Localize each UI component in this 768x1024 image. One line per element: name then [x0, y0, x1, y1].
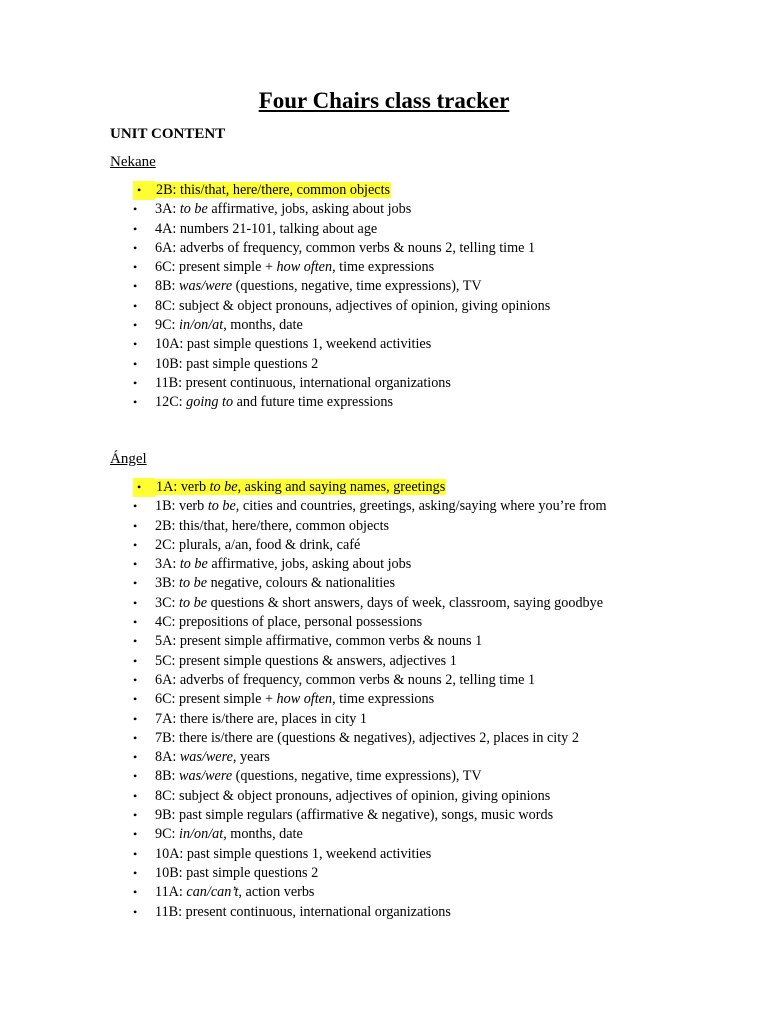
italic-term: to be	[209, 479, 238, 495]
unit-list-item	[110, 845, 607, 864]
text-run: 10B: past simple questions 2	[155, 864, 319, 881]
text-run: 6C: present simple +	[155, 259, 277, 276]
item-text	[155, 768, 482, 784]
item-text	[155, 317, 303, 333]
text-run: 11A:	[155, 884, 187, 901]
bullet-icon: •	[133, 846, 138, 861]
text-run: 4C: prepositions of place, personal possessions	[155, 614, 423, 631]
text-run: 9C:	[155, 317, 180, 334]
bullet-icon: •	[133, 711, 138, 726]
unit-list-item	[110, 517, 607, 536]
item-text	[155, 259, 434, 275]
unit-list-item	[110, 374, 550, 393]
text-run: , time expressions	[332, 259, 435, 276]
item-text	[155, 884, 314, 900]
unit-list-item	[110, 787, 607, 806]
italic-term: was/were	[179, 749, 233, 766]
unit-list-item	[110, 574, 607, 593]
bullet-icon: •	[133, 672, 138, 687]
bullet-icon: •	[133, 827, 138, 842]
unit-list-item	[110, 825, 607, 844]
item-text	[155, 518, 389, 534]
text-run: 6A: adverbs of frequency, common verbs & nouns 2, telling time 1	[155, 671, 536, 688]
item-text	[155, 298, 550, 314]
bullet-icon: •	[133, 788, 138, 803]
unit-list-item	[110, 903, 607, 922]
document-title: Four Chairs class tracker	[258, 88, 510, 113]
italic-term: how often	[276, 691, 333, 708]
highlighted-item-text	[155, 479, 446, 495]
item-text	[155, 749, 270, 765]
unit-list-item	[110, 555, 607, 574]
text-run: 10A: past simple questions 1, weekend activities	[155, 336, 432, 353]
italic-term: to be	[179, 575, 208, 592]
unit-list-item	[110, 806, 607, 825]
text-run: affirmative, jobs, asking about jobs	[207, 201, 412, 218]
bullet-icon: •	[133, 615, 138, 630]
bullet-icon: •	[133, 730, 138, 745]
unit-list-item	[110, 729, 607, 748]
text-run: 11B: present continuous, international organizations	[155, 903, 451, 920]
unit-content-heading: UNIT CONTENT	[110, 126, 226, 142]
text-run: 6C: present simple +	[155, 691, 277, 708]
text-run: 2B: this/that, here/there, common objects	[155, 517, 390, 534]
italic-term: was/were	[179, 768, 233, 785]
bullet-icon: •	[133, 298, 138, 313]
item-text	[155, 240, 535, 256]
unit-list-item	[110, 864, 607, 883]
unit-list-item	[110, 632, 607, 651]
text-run: affirmative, jobs, asking about jobs	[207, 556, 412, 573]
text-run: , cities and countries, greetings, asking/saying where you’re from	[235, 498, 607, 515]
item-text	[155, 375, 451, 391]
unit-list-item	[110, 200, 550, 219]
text-run: 8B:	[155, 278, 180, 295]
bullet-icon: •	[133, 478, 155, 497]
item-text	[155, 653, 457, 669]
unit-list-item	[110, 536, 607, 555]
italic-term: can/can’t	[186, 884, 239, 901]
italic-term: to be	[179, 201, 208, 218]
item-text	[155, 556, 411, 572]
text-run: and future time expressions	[233, 394, 394, 411]
text-run: 12C:	[155, 394, 187, 411]
unit-list-item	[110, 478, 607, 497]
bullet-icon: •	[133, 181, 155, 200]
text-run: 3C:	[155, 594, 180, 611]
item-text	[155, 394, 393, 410]
unit-list-angel	[110, 478, 607, 922]
item-text	[155, 201, 411, 217]
item-text	[155, 788, 550, 804]
text-run: 7B: there is/there are (questions & negatives), adjectives 2, places in city 2	[155, 729, 579, 746]
unit-list-item	[110, 335, 550, 354]
unit-list-nekane	[110, 181, 550, 413]
text-run: 4A: numbers 21-101, talking about age	[155, 220, 378, 237]
item-text	[155, 633, 482, 649]
bullet-icon: •	[133, 769, 138, 784]
text-run: 5A: present simple affirmative, common verbs & nouns 1	[155, 633, 483, 650]
text-run: 1A: verb	[156, 479, 210, 495]
unit-list-item	[110, 220, 550, 239]
text-run: 3B:	[155, 575, 180, 592]
bullet-icon: •	[133, 221, 138, 236]
bullet-icon: •	[133, 395, 138, 410]
text-run: , months, date	[223, 826, 303, 843]
italic-term: in/on/at	[179, 317, 224, 334]
item-text	[155, 595, 603, 611]
text-run: questions & short answers, days of week, classroom, saying goodbye	[207, 594, 604, 611]
unit-list-item	[110, 277, 550, 296]
text-run: , asking and saying names, greetings	[237, 479, 446, 495]
text-run: , years	[232, 749, 270, 766]
text-run: 10A: past simple questions 1, weekend activities	[155, 845, 432, 862]
unit-list-item	[110, 671, 607, 690]
text-run: 3A:	[155, 201, 180, 218]
item-text	[155, 672, 535, 688]
item-text	[155, 278, 482, 294]
unit-list-item	[110, 690, 607, 709]
unit-list-item	[110, 594, 607, 613]
student-name-angel: Ángel	[110, 451, 147, 467]
bullet-icon: •	[133, 337, 138, 352]
bullet-icon: •	[133, 356, 138, 371]
bullet-icon: •	[133, 557, 138, 572]
text-run: 2B: this/that, here/there, common objects	[156, 182, 391, 198]
unit-list-item	[110, 393, 550, 412]
bullet-icon: •	[133, 595, 138, 610]
student-name-nekane: Nekane	[110, 154, 156, 170]
unit-list-item	[110, 710, 607, 729]
bullet-icon: •	[133, 904, 138, 919]
bullet-icon: •	[133, 692, 138, 707]
bullet-icon: •	[133, 202, 138, 217]
bullet-icon: •	[133, 499, 138, 514]
text-run: 8C: subject & object pronouns, adjectives of opinion, giving opinions	[155, 787, 551, 804]
item-text	[155, 846, 431, 862]
text-run: (questions, negative, time expressions), TV	[232, 768, 482, 785]
italic-term: to be	[179, 556, 208, 573]
item-text	[155, 865, 318, 881]
item-text	[155, 336, 431, 352]
bullet-icon: •	[133, 576, 138, 591]
bullet-icon: •	[133, 808, 138, 823]
unit-list-item	[110, 497, 607, 516]
text-run: 8B:	[155, 768, 180, 785]
italic-term: in/on/at	[179, 826, 224, 843]
unit-list-item	[110, 239, 550, 258]
italic-term: going to	[186, 394, 234, 411]
item-text	[155, 730, 579, 746]
unit-list-item	[110, 297, 550, 316]
bullet-icon: •	[133, 653, 138, 668]
bullet-icon: •	[133, 537, 138, 552]
text-run: 8C: subject & object pronouns, adjectives of opinion, giving opinions	[155, 297, 551, 314]
item-text	[155, 356, 318, 372]
item-text	[155, 498, 607, 514]
bullet-icon: •	[133, 518, 138, 533]
text-run: 1B: verb	[155, 498, 208, 515]
unit-list-item	[110, 748, 607, 767]
text-run: 6A: adverbs of frequency, common verbs & nouns 2, telling time 1	[155, 239, 536, 256]
unit-list-item	[110, 767, 607, 786]
unit-list-item	[110, 258, 550, 277]
bullet-icon: •	[133, 318, 138, 333]
bullet-icon: •	[133, 865, 138, 880]
item-text	[155, 826, 303, 842]
italic-term: how often	[276, 259, 333, 276]
italic-term: was/were	[179, 278, 233, 295]
item-text	[155, 221, 377, 237]
bullet-icon: •	[133, 375, 138, 390]
highlighted-item-text	[155, 182, 391, 198]
unit-list-item	[110, 883, 607, 902]
text-run: 10B: past simple questions 2	[155, 355, 319, 372]
bullet-icon: •	[133, 750, 138, 765]
unit-list-item	[110, 355, 550, 374]
text-run: 8A:	[155, 749, 180, 766]
bullet-icon: •	[133, 634, 138, 649]
item-text	[155, 691, 434, 707]
bullet-icon: •	[133, 885, 138, 900]
text-run: 11B: present continuous, international organizations	[155, 374, 451, 391]
item-text	[155, 614, 422, 630]
italic-term: to be	[207, 498, 236, 515]
unit-list-item	[110, 316, 550, 335]
text-run: 5C: present simple questions & answers, adjectives 1	[155, 652, 457, 669]
item-text	[155, 537, 360, 553]
unit-list-item	[110, 181, 550, 200]
text-run: , time expressions	[332, 691, 435, 708]
text-run: (questions, negative, time expressions), TV	[232, 278, 482, 295]
item-text	[155, 904, 451, 920]
italic-term: to be	[179, 594, 208, 611]
text-run: , action verbs	[238, 884, 315, 901]
bullet-icon: •	[133, 260, 138, 275]
text-run: 2C: plurals, a/an, food & drink, café	[155, 536, 361, 553]
item-text	[155, 807, 553, 823]
text-run: 9B: past simple regulars (affirmative & negative), songs, music words	[155, 807, 554, 824]
text-run: negative, colours & nationalities	[207, 575, 395, 592]
item-text	[155, 711, 367, 727]
text-run: 7A: there is/there are, places in city 1	[155, 710, 367, 727]
text-run: , months, date	[223, 317, 303, 334]
text-run: 9C:	[155, 826, 180, 843]
item-text	[155, 575, 395, 591]
bullet-icon: •	[133, 279, 138, 294]
unit-list-item	[110, 652, 607, 671]
unit-list-item	[110, 613, 607, 632]
bullet-icon: •	[133, 240, 138, 255]
text-run: 3A:	[155, 556, 180, 573]
